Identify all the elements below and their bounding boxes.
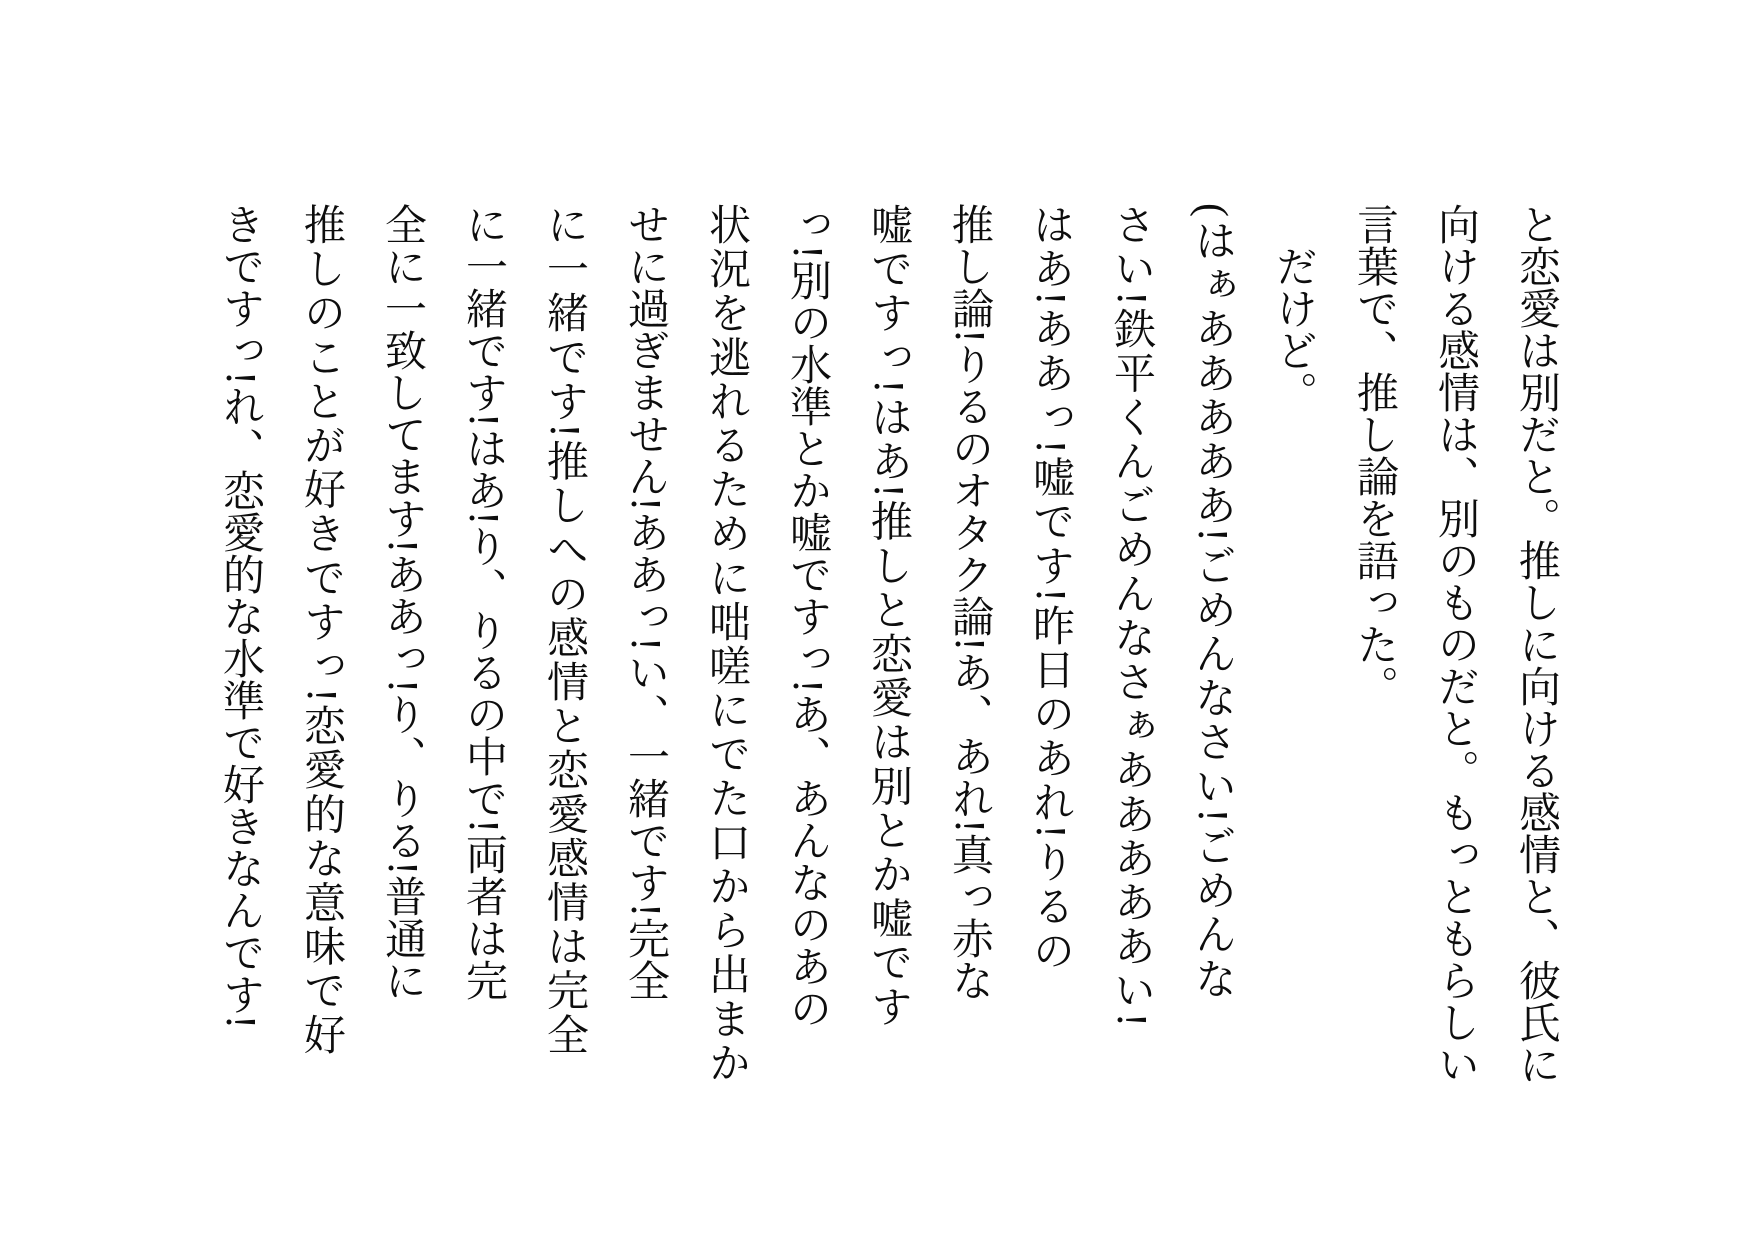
text-column: だけど。	[1270, 245, 1316, 413]
paragraph	[1333, 203, 1576, 1087]
text-column: 嘘ですっ!はあ!推しと恋愛は別とか嘘です	[865, 203, 911, 1029]
paragraph	[1252, 203, 1333, 1087]
text-column: せに過ぎません!ああっ!い、一緒です!完全	[622, 203, 668, 1001]
text-column: はあ!ああっ!嘘です!昨日のあれ!りるの	[1027, 203, 1073, 973]
text-column: 推し論!りるのオタク論!あ、あれ!真っ赤な	[946, 203, 992, 1001]
text-column: 推しのことが好きですっ!恋愛的な意味で好	[298, 203, 344, 1057]
text-column: (はぁあああああ!ごめんなさい!ごめんな	[1189, 203, 1235, 1001]
vertical-text-block	[199, 203, 1576, 1087]
text-column: と恋愛は別だと。推しに向ける感情と、彼氏に	[1513, 203, 1559, 1085]
text-column: に一緒です!はあ!り、りるの中で!両者は完	[460, 203, 506, 1001]
text-column: さい!鉄平くんごめんなさぁあああああい!	[1108, 203, 1154, 1029]
paragraph	[199, 203, 1252, 1087]
text-column: に一緒です!推しへの感情と恋愛感情は完全	[541, 203, 587, 1057]
text-column: っ!別の水準とか嘘ですっ!あ、あんなのあの	[784, 203, 830, 1029]
text-column: きですっ!れ、恋愛的な水準で好きなんです!	[217, 203, 263, 1029]
text-column: 向ける感情は、別のものだと。もっともらしい	[1432, 203, 1478, 1085]
text-column: 全に一致してます!ああっ!り、りる!普通に	[379, 203, 425, 1001]
text-column: 状況を逃れるために咄嗟にでた口から出まか	[703, 203, 749, 1085]
text-column: 言葉で、推し論を語った。	[1351, 203, 1397, 707]
